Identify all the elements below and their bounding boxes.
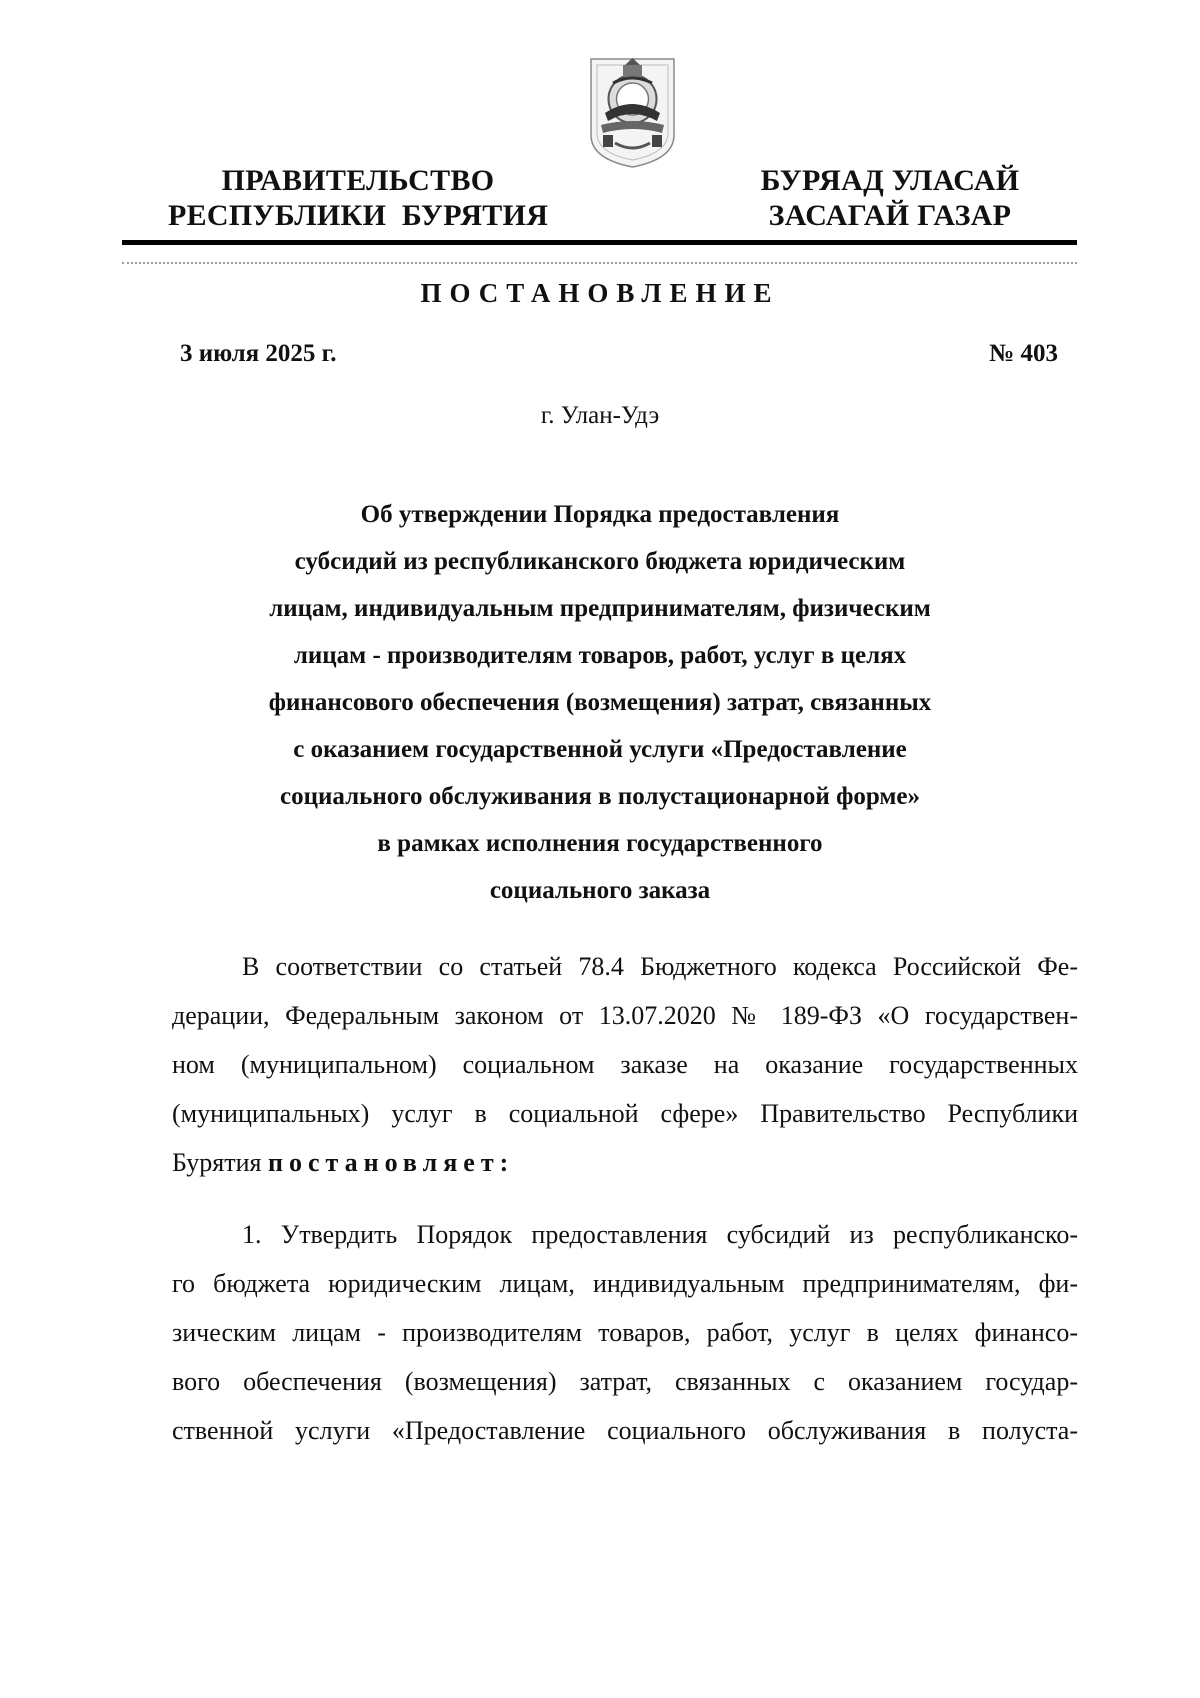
title-line: социального обслуживания в полустационарной форме» [279,783,921,810]
preamble-line: (муниципальных) услуг в социальной сфере» Правительство Республики [172,1099,1078,1128]
title-line: Об утверждении Порядка предоставления [360,501,840,528]
item-1-line: вого обеспечения (возмещения) затрат, связанных с оказанием государ- [172,1367,1078,1396]
item-1-line: го бюджета юридическим лицам, индивидуальным предпринимателям, фи- [172,1269,1078,1298]
header-left-line-1: ПРАВИТЕЛЬСТВО [221,164,495,197]
preamble-last-line [172,1138,1078,1187]
item-1-line: зическим лицам - производителям товаров, работ, услуг в целях финансо- [172,1318,1078,1347]
document-number: № 403 [989,340,1058,367]
header-divider-thin [122,262,1077,264]
title-line: субсидий из республиканского бюджета юридическим [294,548,906,575]
preamble-line: дерации, Федеральным законом от 13.07.2020 № 189-ФЗ «О государствен- [172,1001,1078,1030]
title-line: лицам, индивидуальным предпринимателям, физическим [269,595,931,622]
title-line: в рамках исполнения государственного [377,830,823,857]
document-date: 3 июля 2025 г. [180,340,337,367]
preamble-line: В соответствии со статьей 78.4 Бюджетного кодекса Российской Фе- [242,952,1078,981]
document-title [150,491,1050,914]
republic-coat-of-arms-icon [585,55,680,170]
document-type-heading: ПОСТАНОВЛЕНИЕ [420,278,780,308]
title-line: лицам - производителям товаров, работ, услуг в целях [293,642,907,669]
preamble-line: ном (муниципальном) социальном заказе на оказание государственных [172,1050,1078,1079]
header-left-line-2: РЕСПУБЛИКИ БУРЯТИЯ [168,199,549,232]
title-line: с оказанием государственной услуги «Предоставление [293,736,907,763]
title-line: финансового обеспечения (возмещения) затрат, связанных [268,689,932,716]
item-1-line: 1. Утвердить Порядок предоставления субсидий из республиканско- [242,1220,1078,1249]
resolution-verb: постановляет: [267,1148,515,1177]
header-right-line-1: БУРЯАД УЛАСАЙ [760,164,1020,197]
item-1-line: ственной услуги «Предоставление социального обслуживания в полуста- [172,1416,1078,1445]
government-name-buryat [740,163,1040,233]
title-line: социального заказа [489,877,711,904]
header-right-line-2: ЗАСАГАЙ ГАЗАР [768,199,1012,232]
header-divider-thick [122,240,1077,245]
document-city: г. Улан-Удэ [540,402,660,429]
preamble-last-prefix: Бурятия [172,1148,268,1177]
government-name-russian [168,163,548,233]
item-1-paragraph [172,1210,1078,1455]
preamble-paragraph [172,942,1078,1187]
